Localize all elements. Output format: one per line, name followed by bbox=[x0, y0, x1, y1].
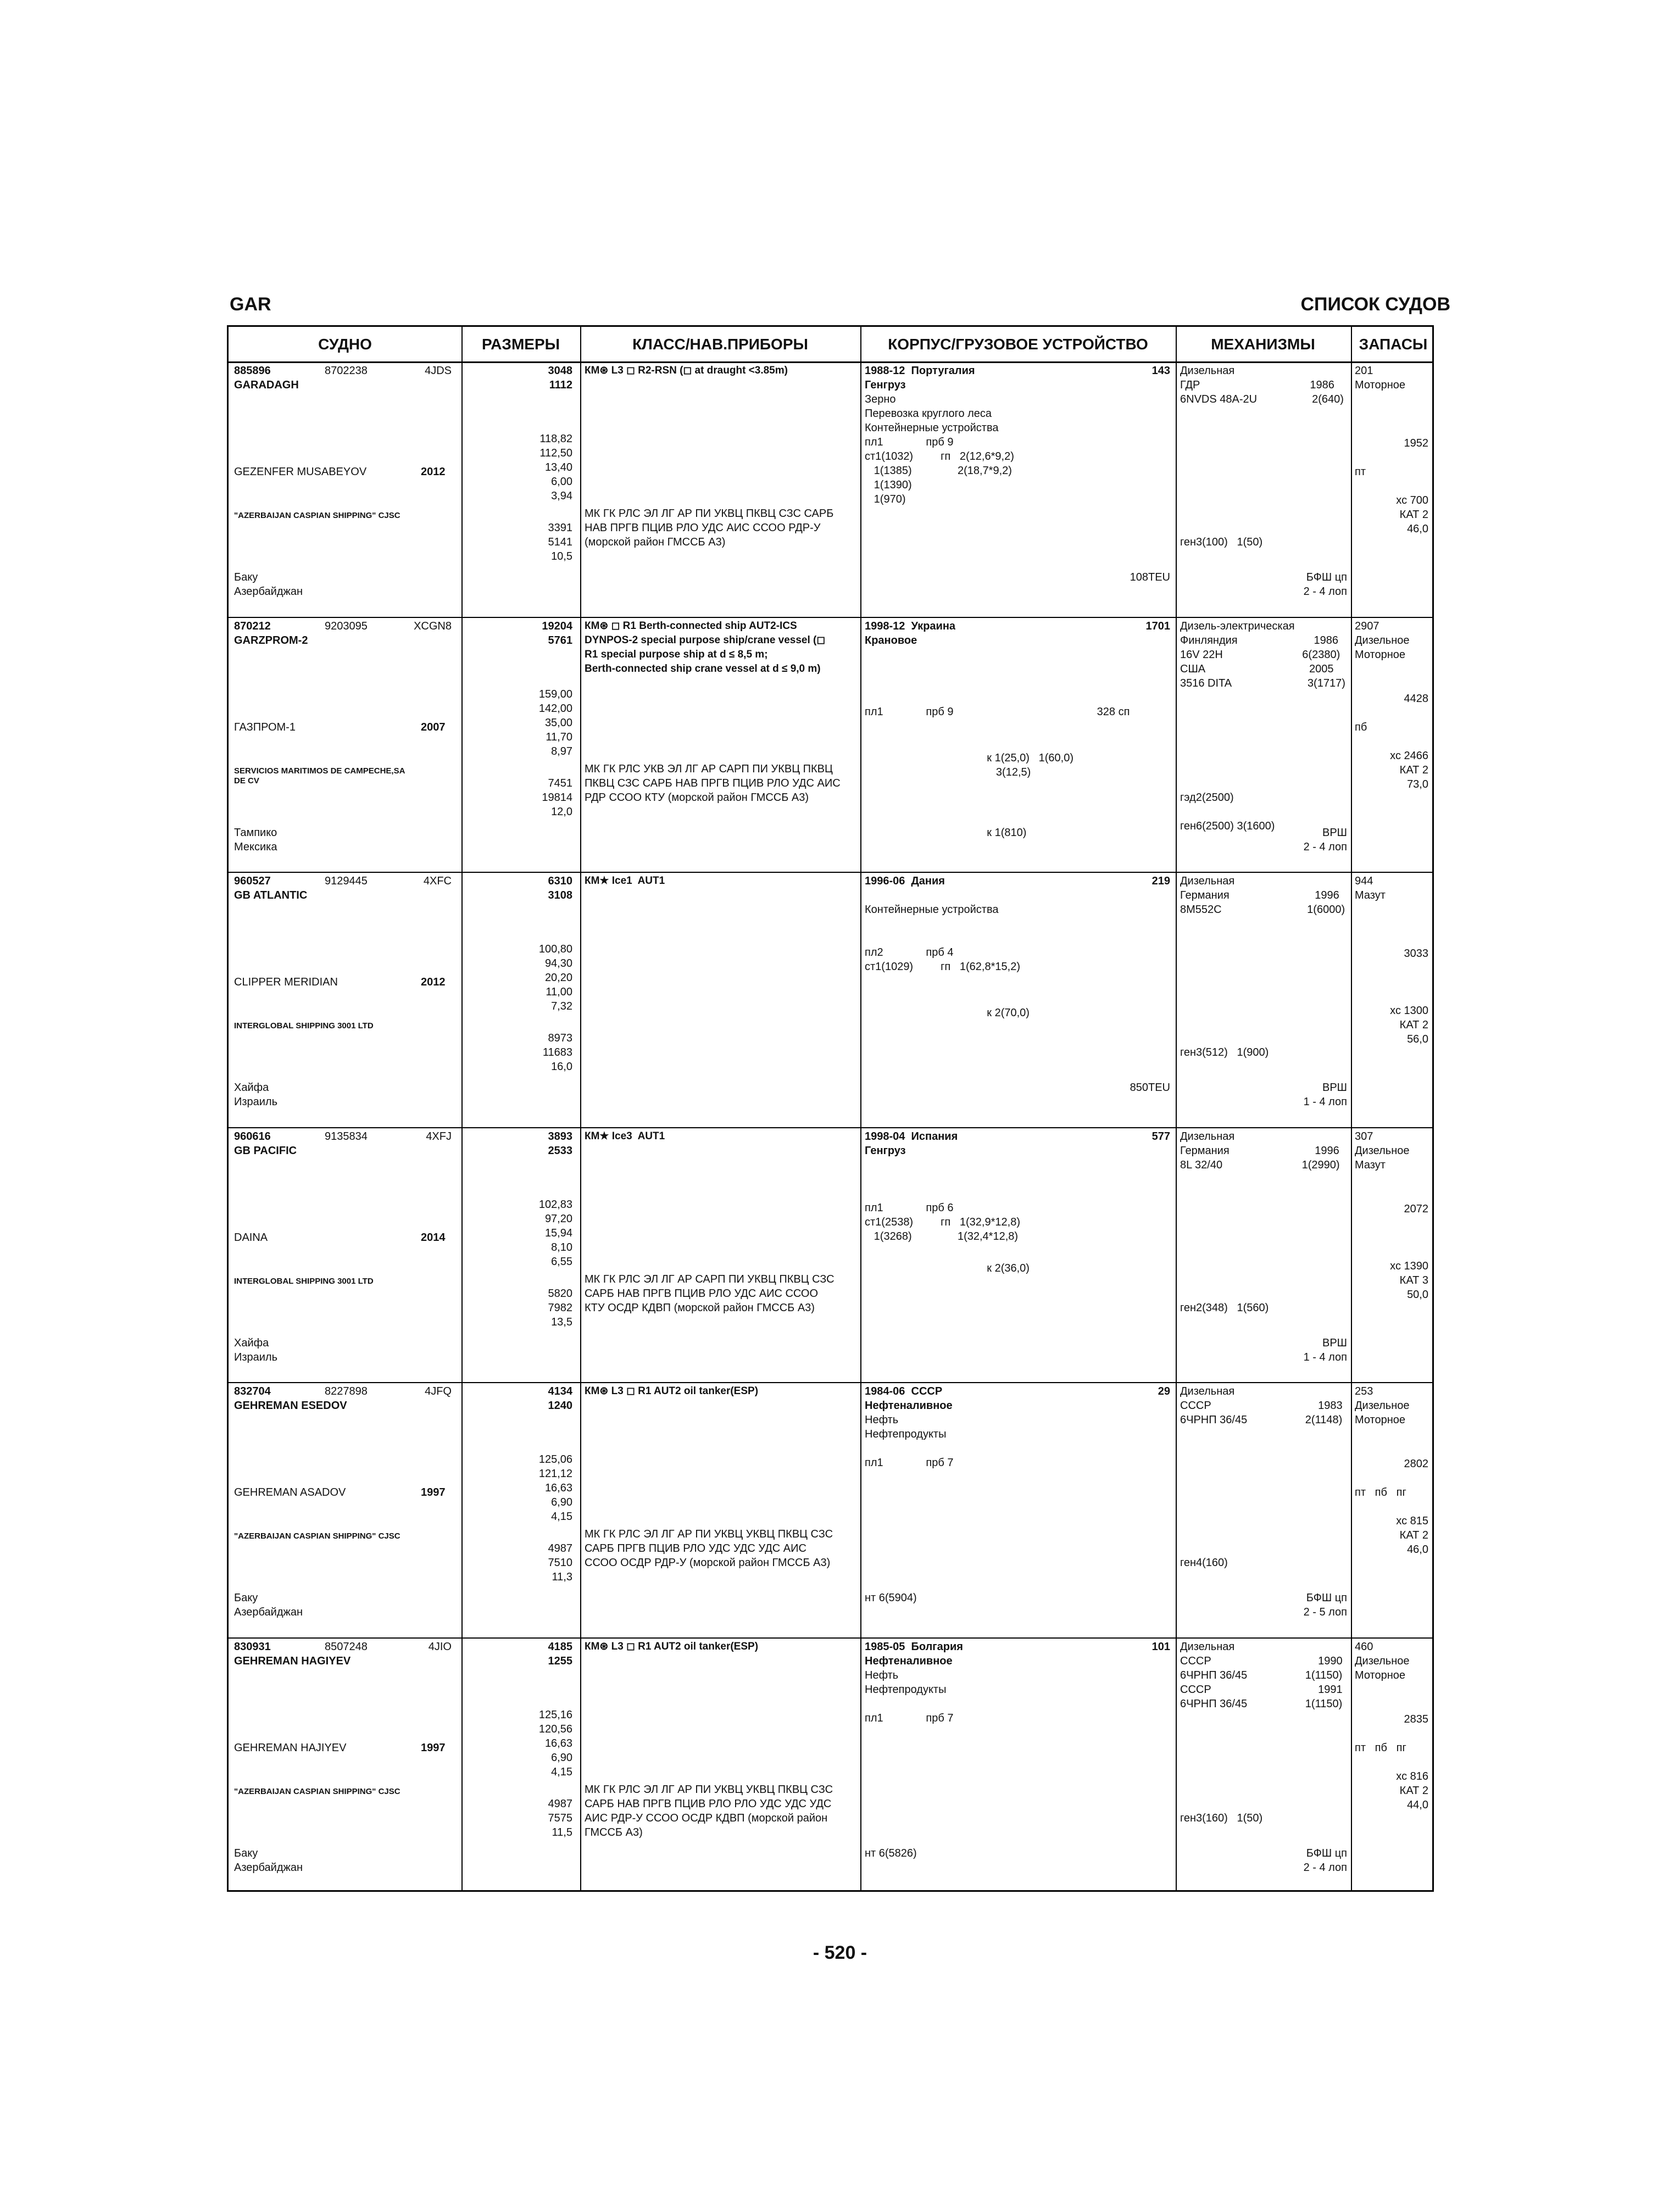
ship-name: GARADAGH bbox=[234, 379, 299, 391]
stores-fuel: 944 Мазут bbox=[1355, 875, 1386, 901]
class-notation: КМ⊛ L3 ◻ R1 AUT2 oil tanker(ESP) bbox=[585, 1640, 759, 1652]
call-sign: 4JDS bbox=[425, 365, 452, 377]
port: Хайфа bbox=[234, 1336, 269, 1349]
reg-number: 870212 bbox=[234, 620, 271, 632]
dimensions: 102,83 97,20 15,94 8,10 6,55 bbox=[538, 1198, 572, 1268]
machinery: Дизельная СССР 1990 6ЧРНП 36/45 1(1150) СССР 1991 6ЧРНП 36/45 1(1150) bbox=[1180, 1640, 1343, 1710]
stores-reefer: хс 816 КАТ 2 44,0 bbox=[1396, 1770, 1428, 1811]
hull-bottom: нт 6(5826) bbox=[865, 1847, 917, 1859]
call-sign: 4JFQ bbox=[425, 1385, 452, 1397]
hull-details: Нефть Нефтепродукты пл1 прб 7 bbox=[865, 1414, 954, 1469]
gross-tonnage: 6310 bbox=[548, 875, 572, 887]
machinery: Дизельная Германия 1996 8L 32/40 1(2990) bbox=[1180, 1130, 1340, 1171]
class-notation: КМ★ Ice3 AUT1 bbox=[585, 1130, 665, 1142]
reg-number: 960527 bbox=[234, 875, 271, 887]
propeller: ВРШ 1 - 4 лоп bbox=[1303, 1336, 1347, 1363]
dimensions: 118,82 112,50 13,40 6,00 3,94 bbox=[539, 433, 572, 502]
gross-tonnage: 3048 bbox=[548, 365, 572, 377]
stores-range: 2072 bbox=[1404, 1202, 1428, 1215]
dimensions: 125,16 120,56 16,63 6,90 4,15 bbox=[538, 1708, 572, 1778]
col-header-dimensions: РАЗМЕРЫ bbox=[481, 336, 560, 353]
build-year: 2012 bbox=[421, 466, 446, 478]
former-name: GEHREMAN ASADOV bbox=[234, 1486, 346, 1498]
build-year: 2007 bbox=[421, 721, 446, 733]
stores-reefer: хс 815 КАТ 2 46,0 bbox=[1396, 1515, 1428, 1556]
hull-type: Нефтеналивное bbox=[865, 1400, 953, 1412]
imo-number: 8702238 bbox=[325, 365, 368, 377]
propeller: ВРШ 1 - 4 лоп bbox=[1303, 1082, 1347, 1108]
flag: Мексика bbox=[234, 840, 277, 853]
stores-reefer: хс 700 КАТ 2 46,0 bbox=[1396, 494, 1428, 535]
ship-name: GB ATLANTIC bbox=[234, 889, 308, 901]
port: Тампико bbox=[234, 826, 277, 839]
deadweight: 3391 5141 10,5 bbox=[548, 522, 572, 562]
call-sign: XCGN8 bbox=[414, 620, 452, 632]
build-year: 2014 bbox=[421, 1231, 446, 1244]
page-number: - 520 - bbox=[813, 1942, 867, 1963]
build-year: 1997 bbox=[421, 1486, 446, 1498]
hull-number: 143 bbox=[1151, 365, 1170, 377]
stores-range: 2802 bbox=[1404, 1458, 1428, 1470]
gross-tonnage: 4185 bbox=[548, 1640, 572, 1653]
ship-name: GEHREMAN HAGIYEV bbox=[234, 1654, 351, 1667]
flag: Азербайджан bbox=[234, 1861, 303, 1874]
flag: Азербайджан bbox=[234, 1606, 303, 1618]
stores-range: 4428 bbox=[1404, 692, 1428, 705]
hull-build: 1996-06 Дания bbox=[865, 875, 945, 887]
nav-equipment: МК ГК РЛС ЭЛ ЛГ АР САРП ПИ УКВЦ ПКВЦ СЗС САРБ НАВ ПРГВ ПЦИВ РЛО УДС АИС ССОО КТУ ОСДР КДВП (морской район ГМССБ А3) bbox=[585, 1273, 835, 1314]
hull-details: Контейнерные устройства пл2 прб 4 ст1(1029) гп 1(62,8*15,2) bbox=[865, 904, 1020, 973]
ship-name: GEHREMAN ESEDOV bbox=[234, 1400, 347, 1412]
call-sign: 4JIO bbox=[428, 1640, 452, 1653]
owner: "AZERBAIJAN CASPIAN SHIPPING" CJSC bbox=[234, 511, 400, 520]
hull-number: 1701 bbox=[1145, 620, 1170, 632]
former-name: GEZENFER MUSABEYOV bbox=[234, 466, 367, 478]
gross-tonnage: 4134 bbox=[548, 1385, 572, 1397]
hull-type: Нефтеналивное bbox=[865, 1654, 953, 1667]
flag: Азербайджан bbox=[234, 586, 303, 598]
col-header-stores: ЗАПАСЫ bbox=[1359, 336, 1428, 353]
generators: ген4(160) bbox=[1180, 1557, 1228, 1569]
ship-record bbox=[229, 1637, 1432, 1893]
hull-details: пл1 прб 6 ст1(2538) гп 1(32,9*12,8) 1(3268) 1(32,4*12,8) bbox=[865, 1201, 1020, 1243]
reg-number: 885896 bbox=[234, 365, 271, 377]
stores-fuel: 253 Дизельное Моторное bbox=[1355, 1385, 1410, 1426]
build-year: 2012 bbox=[421, 976, 446, 988]
stores-types: пт пб пг bbox=[1355, 1486, 1406, 1498]
propeller: БФШ цп 2 - 4 лоп bbox=[1303, 571, 1347, 598]
net-tonnage: 1112 bbox=[549, 379, 572, 391]
owner: SERVICIOS MARITIMOS DE CAMPECHE,SA DE CV bbox=[234, 766, 405, 786]
former-name: GEHREMAN HAJIYEV bbox=[234, 1741, 347, 1754]
col-header-class: КЛАСС/НАВ.ПРИБОРЫ bbox=[632, 336, 808, 353]
stores-fuel: 2907 Дизельное Моторное bbox=[1355, 620, 1410, 661]
owner: INTERGLOBAL SHIPPING 3001 LTD bbox=[234, 1276, 374, 1286]
hull-details: Нефть Нефтепродукты пл1 прб 7 bbox=[865, 1669, 954, 1724]
nav-equipment: МК ГК РЛС ЭЛ ЛГ АР ПИ УКВЦ УКВЦ ПКВЦ СЗС САРБ ПРГВ ПЦИВ РЛО УДС УДС УДС АИС ССОО ОСДР РДР-У (морской район ГМССБ А3) bbox=[585, 1528, 833, 1569]
hull-cranes: к 2(36,0) bbox=[865, 1262, 1030, 1274]
net-tonnage: 5761 bbox=[548, 634, 572, 647]
col-header-hull: КОРПУС/ГРУЗОВОЕ УСТРОЙСТВО bbox=[888, 336, 1148, 353]
owner: INTERGLOBAL SHIPPING 3001 LTD bbox=[234, 1021, 374, 1030]
deadweight: 5820 7982 13,5 bbox=[548, 1287, 572, 1328]
nav-equipment: МК ГК РЛС УКВ ЭЛ ЛГ АР САРП ПИ УКВЦ ПКВЦ ПКВЦ СЗС САРБ НАВ ПРГВ ПЦИВ РЛО УДС АИС РДР ССОО КТУ (морской район ГМССБ А3) bbox=[585, 762, 841, 804]
generators: ген3(512) 1(900) bbox=[1180, 1046, 1269, 1059]
former-name: DAINA bbox=[234, 1231, 268, 1244]
stores-reefer: хс 1300 КАТ 2 56,0 bbox=[1390, 1005, 1428, 1045]
generators: ген3(160) 1(50) bbox=[1180, 1812, 1263, 1824]
ship-record bbox=[229, 361, 1432, 618]
hull-build: 1998-12 Украина bbox=[865, 620, 956, 632]
container-capacity: 850TEU bbox=[1130, 1082, 1170, 1094]
ship-record bbox=[229, 1127, 1432, 1384]
stores-range: 2835 bbox=[1404, 1713, 1428, 1725]
ship-list-table bbox=[227, 325, 1434, 1892]
imo-number: 8227898 bbox=[325, 1385, 368, 1397]
build-year: 1997 bbox=[421, 1741, 446, 1754]
hull-type: Крановое bbox=[865, 634, 917, 647]
net-tonnage: 3108 bbox=[548, 889, 572, 901]
deadweight: 8973 11683 16,0 bbox=[542, 1032, 572, 1073]
net-tonnage: 1240 bbox=[548, 1400, 572, 1412]
former-name: CLIPPER MERIDIAN bbox=[234, 976, 338, 988]
page-header-right: СПИСОК СУДОВ bbox=[1300, 294, 1450, 315]
stores-range: 3033 bbox=[1404, 948, 1428, 960]
owner: "AZERBAIJAN CASPIAN SHIPPING" CJSC bbox=[234, 1786, 400, 1796]
port: Баку bbox=[234, 571, 258, 583]
hull-number: 101 bbox=[1151, 1640, 1170, 1653]
propeller: ВРШ 2 - 4 лоп bbox=[1303, 826, 1347, 853]
hull-type: Генгруз bbox=[865, 1144, 906, 1157]
imo-number: 8507248 bbox=[325, 1640, 368, 1653]
imo-number: 9135834 bbox=[325, 1130, 368, 1143]
machinery: Дизельная Германия 1996 8M552C 1(6000) bbox=[1180, 875, 1345, 916]
reg-number: 832704 bbox=[234, 1385, 271, 1397]
nav-equipment: МК ГК РЛС ЭЛ ЛГ АР ПИ УКВЦ УКВЦ ПКВЦ СЗС САРБ НАВ ПРГВ ПЦИВ РЛО РЛО УДС УДС УДС АИС РДР-У ССОО ОСДР КДВП (морской район ГМССБ А3) bbox=[585, 1783, 833, 1839]
call-sign: 4XFJ bbox=[426, 1130, 452, 1143]
gross-tonnage: 19204 bbox=[542, 620, 572, 632]
owner: "AZERBAIJAN CASPIAN SHIPPING" CJSC bbox=[234, 1531, 400, 1541]
deadweight: 4987 7575 11,5 bbox=[548, 1797, 572, 1839]
propeller: БФШ цп 2 - 5 лоп bbox=[1303, 1592, 1347, 1618]
hull-build: 1988-12 Португалия bbox=[865, 365, 975, 377]
former-name: ГАЗПРОМ-1 bbox=[234, 721, 296, 733]
port: Хайфа bbox=[234, 1082, 269, 1094]
hull-build: 1998-04 Испания bbox=[865, 1130, 958, 1143]
hull-type: Генгруз bbox=[865, 379, 906, 391]
hull-number: 577 bbox=[1151, 1130, 1170, 1143]
stores-types: пт bbox=[1355, 466, 1366, 478]
page-header-left: GAR bbox=[230, 294, 271, 315]
net-tonnage: 2533 bbox=[548, 1144, 572, 1157]
column-headers bbox=[229, 327, 1432, 363]
ship-record bbox=[229, 1382, 1432, 1639]
stores-types: пб bbox=[1355, 721, 1367, 733]
class-notation: КМ⊛ L3 ◻ R1 AUT2 oil tanker(ESP) bbox=[585, 1385, 759, 1397]
machinery: Дизель-электрическая Финляндия 1986 16V 22H 6(2380) США 2005 3516 DITA 3(1717) bbox=[1180, 620, 1345, 689]
col-header-vessel: СУДНО bbox=[318, 336, 372, 353]
nav-equipment: МК ГК РЛС ЭЛ ЛГ АР ПИ УКВЦ ПКВЦ СЗС САРБ НАВ ПРГВ ПЦИВ РЛО УДС АИС ССОО РДР-У (морской район ГМССБ А3) bbox=[585, 508, 834, 548]
hull-bottom: нт 6(5904) bbox=[865, 1592, 917, 1604]
deadweight: 7451 19814 12,0 bbox=[542, 777, 572, 818]
flag: Израиль bbox=[234, 1351, 278, 1363]
ship-record bbox=[229, 872, 1432, 1128]
deadweight: 4987 7510 11,3 bbox=[548, 1542, 572, 1583]
hull-cranes: к 2(70,0) bbox=[865, 1007, 1030, 1019]
hull-number: 219 bbox=[1151, 875, 1170, 887]
hull-bottom: к 1(810) bbox=[865, 826, 1027, 839]
col-header-machinery: МЕХАНИЗМЫ bbox=[1211, 336, 1315, 353]
stores-types: пт пб пг bbox=[1355, 1741, 1406, 1754]
dimensions: 100,80 94,30 20,20 11,00 7,32 bbox=[538, 943, 572, 1012]
hull-number: 29 bbox=[1158, 1385, 1170, 1397]
ship-record bbox=[229, 617, 1432, 873]
net-tonnage: 1255 bbox=[548, 1654, 572, 1667]
stores-range: 1952 bbox=[1404, 437, 1428, 449]
generators: ген3(100) 1(50) bbox=[1180, 536, 1263, 548]
hull-build: 1985-05 Болгария bbox=[865, 1640, 963, 1653]
hull-build: 1984-06 СССР bbox=[865, 1385, 943, 1397]
generators: ген2(348) 1(560) bbox=[1180, 1301, 1269, 1314]
container-capacity: 108TEU bbox=[1130, 571, 1170, 583]
class-notation: КМ⊛ ◻ R1 Berth-connected ship AUT2-ICS DYNPOS-2 special purpose ship/crane vessel (◻ R1 special purpose ship at d ≤ 8,5 m; Berth-connected ship crane vessel at d ≤ 9,0 m) bbox=[585, 620, 826, 675]
reg-number: 960616 bbox=[234, 1130, 271, 1143]
propeller: БФШ цп 2 - 4 лоп bbox=[1303, 1847, 1347, 1874]
reg-number: 830931 bbox=[234, 1640, 271, 1653]
stores-reefer: хс 1390 КАТ 3 50,0 bbox=[1390, 1260, 1428, 1301]
stores-fuel: 460 Дизельное Моторное bbox=[1355, 1640, 1410, 1681]
flag: Израиль bbox=[234, 1096, 278, 1108]
generators: гэд2(2500) ген6(2500) 3(1600) bbox=[1180, 791, 1275, 832]
port: Баку bbox=[234, 1592, 258, 1604]
stores-fuel: 201 Моторное bbox=[1355, 365, 1406, 391]
class-notation: КМ⊛ L3 ◻ R2-RSN (◻ at draught <3.85m) bbox=[585, 365, 788, 376]
call-sign: 4XFC bbox=[423, 875, 452, 887]
imo-number: 9203095 bbox=[325, 620, 368, 632]
stores-reefer: хс 2466 КАТ 2 73,0 bbox=[1390, 749, 1428, 790]
stores-fuel: 307 Дизельное Мазут bbox=[1355, 1130, 1410, 1171]
gross-tonnage: 3893 bbox=[548, 1130, 572, 1143]
hull-details: пл1 прб 9 328 сп bbox=[865, 705, 1130, 718]
ship-name: GARZPROM-2 bbox=[234, 634, 308, 647]
imo-number: 9129445 bbox=[325, 875, 368, 887]
ship-name: GB PACIFIC bbox=[234, 1144, 297, 1157]
hull-cranes: к 1(25,0) 1(60,0) 3(12,5) bbox=[987, 751, 1073, 778]
port: Баку bbox=[234, 1847, 258, 1859]
machinery: Дизельная СССР 1983 6ЧРНП 36/45 2(1148) bbox=[1180, 1385, 1343, 1426]
dimensions: 125,06 121,12 16,63 6,90 4,15 bbox=[538, 1453, 572, 1523]
hull-details: Зерно Перевозка круглого леса Контейнерные устройства пл1 прб 9 ст1(1032) гп 2(12,6*9,2) 1(1385) 2(18,7*9,2) 1(1390) 1(970) bbox=[865, 393, 1014, 505]
dimensions: 159,00 142,00 35,00 11,70 8,97 bbox=[538, 688, 572, 757]
class-notation: КМ★ Ice1 AUT1 bbox=[585, 875, 665, 887]
machinery: Дизельная ГДР 1986 6NVDS 48A-2U 2(640) bbox=[1180, 365, 1344, 405]
